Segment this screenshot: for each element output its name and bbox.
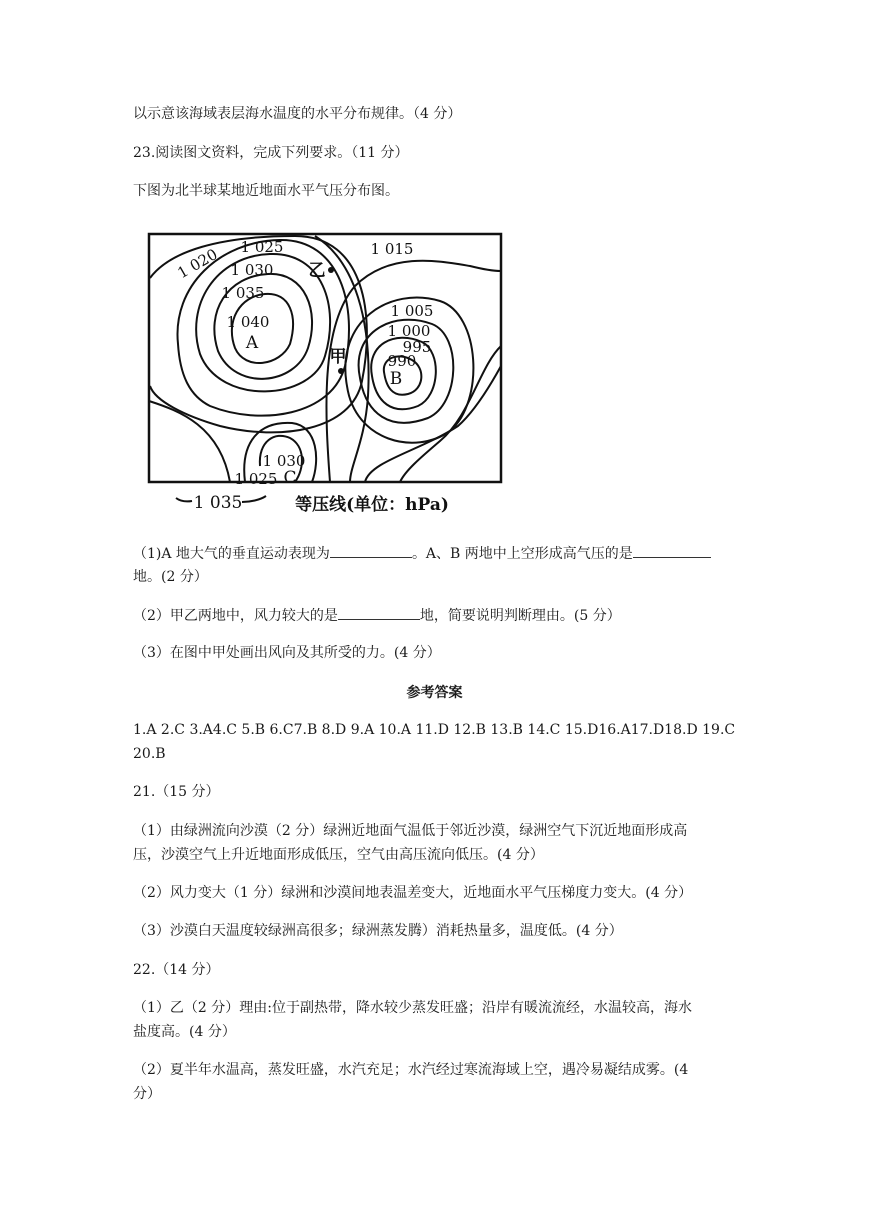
question-1-part-b: 。A、B 两地中上空形成高气压的是 [411, 546, 633, 562]
isobar-label: 1 040 [226, 313, 270, 331]
isobar-label: 1 025 [234, 470, 278, 488]
question-1 [133, 543, 711, 564]
point-jia-marker [338, 368, 344, 374]
question-1-part-a: （1)A 地大气的垂直运动表现为 [133, 546, 330, 562]
figure-caption: 下图为北半球某地近地面水平气压分布图。 [133, 183, 399, 199]
question-1-cont: 地。(2 分） [133, 569, 208, 585]
isobar-label: 1 015 [370, 240, 414, 258]
isobar-label: 1 005 [390, 302, 434, 320]
question-23-heading: 23.阅读图文资料，完成下列要求。（11 分） [133, 145, 409, 161]
text-line: 以示意该海域表层海水温度的水平分布规律。（4 分） [133, 106, 462, 122]
isobar-label: 1 020 [174, 245, 221, 283]
section-21-heading: 21.（15 分） [133, 784, 220, 800]
point-c-label: C [283, 468, 297, 488]
answer-line: （3）沙漠白天温度较绿洲高很多；绿洲蒸发腾）消耗热量多，温度低。(4 分） [133, 923, 623, 939]
isobar-label: 1 025 [240, 238, 284, 256]
question-3: （3）在图中甲处画出风向及其所受的力。(4 分） [133, 645, 441, 661]
legend-line-right [242, 496, 266, 502]
isobar-line [149, 401, 230, 482]
answer-blank[interactable] [338, 605, 420, 620]
answer-line: （1）乙（2 分）理由:位于副热带，降水较少蒸发旺盛；沿岸有暖流流经，水温较高，海水 [133, 1000, 692, 1016]
point-yi-marker [328, 267, 334, 273]
answer-line: 压，沙漠空气上升近地面形成低压，空气由高压流向低压。(4 分） [133, 847, 544, 863]
isobar-map [140, 226, 510, 524]
question-2-part-a: （2）甲乙两地中，风力较大的是 [133, 608, 338, 624]
isobar-label: 995 [402, 338, 432, 356]
legend-line-left [176, 498, 192, 501]
isobar-label: 1 035 [221, 284, 265, 302]
point-a-label: A [245, 333, 259, 353]
isobar-label: 1 000 [387, 322, 431, 340]
answer-blank[interactable] [330, 543, 412, 558]
question-2 [133, 605, 621, 626]
answer-line: 20.B [133, 746, 166, 762]
isobar-label: 1 030 [230, 261, 274, 279]
answer-line: 盐度高。(4 分） [133, 1024, 236, 1040]
isobar-label: 990 [387, 352, 417, 370]
point-yi-label: 乙 [308, 261, 326, 281]
point-b-label: B [389, 369, 403, 389]
answer-line: （2）风力变大（1 分）绿洲和沙漠间地表温差变大，近地面水平气压梯度力变大。(4 分） [133, 885, 693, 901]
answer-line: 1.A 2.C 3.A4.C 5.B 6.C7.B 8.D 9.A 10.A 11.D 12.B 13.B 14.C 15.D16.A17.D18.D 19.C [133, 722, 736, 738]
answer-line: （2）夏半年水温高，蒸发旺盛，水汽充足；水汽经过寒流海域上空，遇冷易凝结成雾。(4 [133, 1062, 689, 1078]
point-jia-label: 甲 [329, 347, 347, 367]
legend-text: 等压线(单位：hPa) [295, 495, 449, 515]
question-2-part-b: 地，简要说明判断理由。(5 分） [419, 608, 621, 624]
answer-line: （1）由绿洲流向沙漠（2 分）绿洲近地面气温低于邻近沙漠，绿洲空气下沉近地面形成高 [133, 823, 688, 839]
legend-value: 1 035 [193, 493, 243, 513]
isobar-line [365, 366, 501, 482]
section-22-heading: 22.（14 分） [133, 962, 220, 978]
answers-title: 参考答案 [406, 685, 463, 701]
answer-line: 分） [133, 1086, 161, 1102]
answer-blank[interactable] [633, 543, 711, 558]
isobar-label: 1 030 [262, 452, 306, 470]
